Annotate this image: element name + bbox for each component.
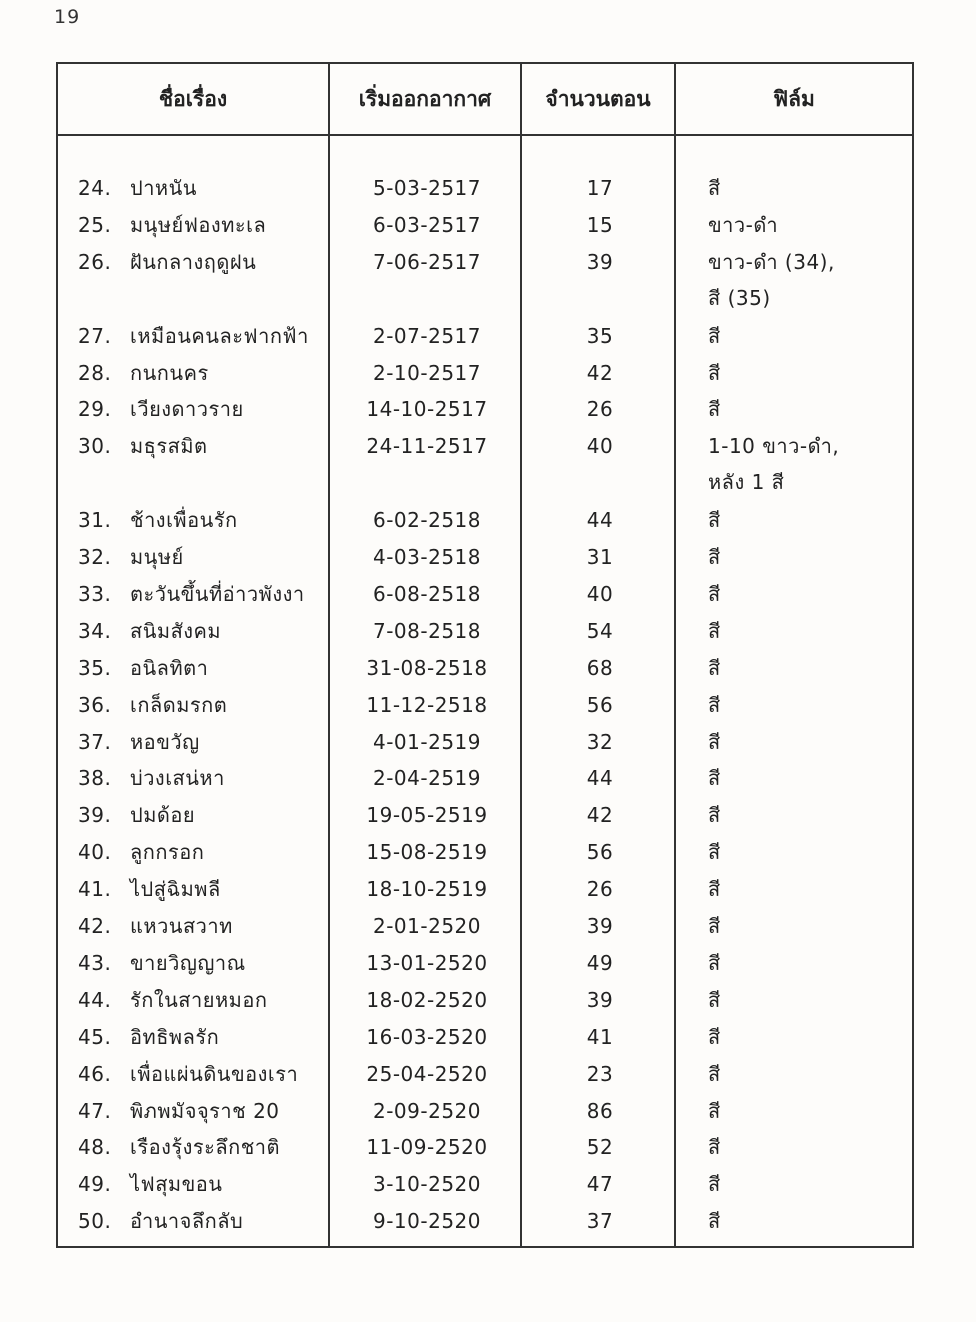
row-number: 48. [78, 1135, 112, 1160]
row-film-line: ขาว-ดำ (34), [708, 249, 835, 274]
row-episodes: 52 [586, 1135, 614, 1160]
row-episodes: 56 [586, 840, 614, 865]
row-title: อนิลทิตา [130, 655, 209, 680]
row-title-cell [78, 391, 328, 427]
row-film-line: สี [708, 987, 721, 1012]
row-title: เกล็ดมรกต [130, 692, 228, 717]
row-film [708, 502, 908, 538]
table-row [58, 1056, 912, 1092]
row-film [708, 908, 908, 944]
row-film [708, 982, 908, 1018]
row-film-line: สี [708, 840, 721, 865]
row-film-line: สี [708, 655, 721, 680]
row-episodes: 39 [586, 249, 614, 274]
row-title: อิทธิพลรัก [130, 1024, 220, 1049]
row-film [708, 945, 908, 981]
row-title: ไปสู่ฉิมพลี [130, 877, 221, 902]
table-row [58, 391, 912, 427]
row-start-date: 6-08-2518 [372, 581, 481, 606]
row-number: 32. [78, 545, 112, 569]
row-title-cell [78, 687, 328, 723]
table-row [58, 687, 912, 723]
broadcast-table [56, 62, 914, 1248]
row-number: 29. [78, 397, 112, 422]
row-episodes: 26 [586, 877, 614, 902]
row-film-line: สี [708, 803, 721, 828]
row-number: 39. [78, 803, 112, 828]
row-film-line: สี [708, 1098, 721, 1123]
row-number: 25. [78, 212, 112, 237]
row-title-cell [78, 1166, 328, 1202]
row-title-cell [78, 170, 328, 206]
table-row [58, 428, 912, 495]
row-start-date: 4-01-2519 [372, 729, 481, 754]
row-start-date: 24-11-2517 [366, 434, 488, 459]
row-title-cell [78, 318, 328, 354]
row-start-date: 2-07-2517 [372, 323, 481, 348]
row-film [708, 244, 908, 316]
row-film-line: สี [708, 1135, 721, 1160]
row-title: บ่วงเสน่หา [130, 766, 225, 791]
row-title: กนกนคร [130, 360, 209, 385]
header-start-date: เริ่มออกอากาศ [358, 86, 492, 111]
row-title: มนุษย์ [130, 545, 184, 569]
row-film [708, 318, 908, 354]
row-title: ปาหนัน [130, 176, 197, 200]
row-title: เรืองรุ้งระลึกชาติ [130, 1135, 281, 1160]
row-start-date: 2-10-2517 [372, 360, 481, 385]
row-episodes: 35 [586, 323, 614, 348]
table-row [58, 1093, 912, 1129]
row-film [708, 797, 908, 833]
row-film [708, 834, 908, 870]
row-episodes: 56 [586, 692, 614, 717]
table-row [58, 871, 912, 907]
row-start-date: 2-09-2520 [372, 1098, 481, 1123]
row-title-cell [78, 945, 328, 981]
row-start-date: 18-10-2519 [366, 877, 488, 902]
row-title-cell [78, 539, 328, 575]
row-title: ปมด้อย [130, 803, 196, 828]
row-title: เหมือนคนละฟากฟ้า [130, 323, 309, 348]
row-film [708, 1129, 908, 1165]
row-start-date: 2-04-2519 [372, 766, 481, 791]
row-episodes: 37 [586, 1209, 614, 1234]
row-number: 41. [78, 877, 112, 902]
row-title-cell [78, 908, 328, 944]
row-start-date: 16-03-2520 [366, 1024, 488, 1049]
row-title: เพื่อแผ่นดินของเรา [130, 1061, 299, 1086]
row-start-date: 31-08-2518 [366, 655, 488, 680]
row-title-cell [78, 760, 328, 796]
row-episodes: 26 [586, 397, 614, 422]
row-number: 44. [78, 987, 112, 1012]
row-start-date: 3-10-2520 [372, 1172, 481, 1197]
row-episodes: 15 [586, 212, 614, 237]
row-film [708, 1203, 908, 1239]
row-number: 47. [78, 1098, 112, 1123]
row-title: ไฟสุมขอน [130, 1172, 223, 1197]
row-episodes: 40 [586, 581, 614, 606]
row-title: แหวนสวาท [130, 914, 233, 938]
table-row [58, 724, 912, 760]
row-start-date: 5-03-2517 [372, 176, 481, 200]
row-start-date: 13-01-2520 [366, 950, 488, 975]
row-title-cell [78, 724, 328, 760]
row-number: 26. [78, 249, 112, 274]
table-row [58, 1019, 912, 1055]
row-film-line: สี [708, 581, 721, 606]
row-number: 31. [78, 508, 112, 533]
row-film [708, 539, 908, 575]
row-title: เวียงดาวราย [130, 397, 244, 422]
row-film [708, 613, 908, 649]
row-film [708, 724, 908, 760]
row-episodes: 23 [586, 1061, 614, 1086]
row-film [708, 1056, 908, 1092]
row-title-cell [78, 207, 328, 243]
row-title: สนิมสังคม [130, 618, 222, 643]
table-row [58, 318, 912, 354]
row-title-cell [78, 576, 328, 612]
page-number: 19 [54, 6, 81, 28]
row-film [708, 355, 908, 391]
row-start-date: 6-03-2517 [372, 212, 481, 237]
row-title: มนุษย์ฟองทะเล [130, 212, 267, 237]
row-episodes: 68 [586, 655, 614, 680]
row-number: 42. [78, 914, 112, 938]
table-row [58, 502, 912, 538]
row-title-cell [78, 502, 328, 538]
table-row [58, 244, 912, 310]
row-start-date: 2-01-2520 [372, 914, 481, 938]
row-number: 33. [78, 581, 112, 606]
row-film-line: สี [708, 766, 721, 791]
table-row [58, 1166, 912, 1202]
row-film-line: สี [708, 545, 721, 569]
row-number: 40. [78, 840, 112, 865]
row-film [708, 428, 908, 500]
row-number: 38. [78, 766, 112, 791]
row-film-line: สี [708, 1061, 721, 1086]
row-film [708, 871, 908, 907]
row-title: ช้างเพื่อนรัก [130, 508, 238, 533]
row-title-cell [78, 871, 328, 907]
row-title: พิภพมัจจุราช 20 [130, 1098, 280, 1123]
row-start-date: 11-12-2518 [366, 692, 488, 717]
row-film-line: สี [708, 397, 721, 422]
row-title: ลูกกรอก [130, 840, 205, 865]
row-title: หอขวัญ [130, 729, 200, 754]
row-number: 45. [78, 1024, 112, 1049]
table-row [58, 207, 912, 243]
row-title: มธุรสมิต [130, 434, 208, 459]
row-number: 35. [78, 655, 112, 680]
row-film [708, 576, 908, 612]
table-row [58, 650, 912, 686]
row-number: 36. [78, 692, 112, 717]
row-number: 46. [78, 1061, 112, 1086]
row-film-line: 1-10 ขาว-ดำ, [708, 434, 840, 459]
row-film-line: ขาว-ดำ [708, 212, 779, 237]
row-film-line: สี [708, 914, 721, 938]
row-title-cell [78, 1093, 328, 1129]
row-film [708, 391, 908, 427]
header-film: ฟิล์ม [773, 86, 815, 111]
table-row [58, 613, 912, 649]
row-title-cell [78, 1129, 328, 1165]
header-episodes: จำนวนตอน [545, 86, 651, 111]
row-title: รักในสายหมอก [130, 987, 268, 1012]
table-row [58, 539, 912, 575]
row-start-date: 7-06-2517 [372, 249, 481, 274]
row-start-date: 7-08-2518 [372, 618, 481, 643]
row-title-cell [78, 428, 328, 464]
row-number: 30. [78, 434, 112, 459]
row-episodes: 54 [586, 618, 614, 643]
row-episodes: 42 [586, 360, 614, 385]
row-title-cell [78, 355, 328, 391]
row-title-cell [78, 613, 328, 649]
row-film [708, 760, 908, 796]
row-start-date: 18-02-2520 [366, 987, 488, 1012]
row-episodes: 39 [586, 914, 614, 938]
row-film-line: สี [708, 360, 721, 385]
row-film-line: สี [708, 877, 721, 902]
row-title-cell [78, 982, 328, 1018]
row-film [708, 1019, 908, 1055]
row-film-line: สี (35) [708, 285, 771, 310]
table-row [58, 355, 912, 391]
row-start-date: 14-10-2517 [366, 397, 488, 422]
row-start-date: 11-09-2520 [366, 1135, 488, 1160]
row-title: ฝันกลางฤดูฝน [130, 249, 257, 274]
row-episodes: 49 [586, 950, 614, 975]
row-film-line: สี [708, 729, 721, 754]
row-film [708, 207, 908, 243]
row-film [708, 170, 908, 206]
row-episodes: 41 [586, 1024, 614, 1049]
row-episodes: 42 [586, 803, 614, 828]
row-film [708, 687, 908, 723]
row-episodes: 39 [586, 987, 614, 1012]
row-number: 27. [78, 323, 112, 348]
row-film [708, 650, 908, 686]
row-film [708, 1166, 908, 1202]
table-row [58, 945, 912, 981]
row-episodes: 47 [586, 1172, 614, 1197]
row-episodes: 32 [586, 729, 614, 754]
row-film-line: สี [708, 1024, 721, 1049]
row-title-cell [78, 1203, 328, 1239]
row-number: 34. [78, 618, 112, 643]
row-film-line: หลัง 1 สี [708, 470, 785, 495]
table-row [58, 576, 912, 612]
row-number: 49. [78, 1172, 112, 1197]
row-episodes: 40 [586, 434, 614, 459]
row-film-line: สี [708, 1172, 721, 1197]
row-film-line: สี [708, 176, 721, 200]
table-row [58, 908, 912, 944]
row-title-cell [78, 834, 328, 870]
row-number: 28. [78, 360, 112, 385]
row-title: ตะวันขึ้นที่อ่าวพังงา [130, 581, 305, 606]
row-start-date: 25-04-2520 [366, 1061, 488, 1086]
row-episodes: 44 [586, 766, 614, 791]
row-episodes: 31 [586, 545, 614, 569]
row-start-date: 6-02-2518 [372, 508, 481, 533]
row-title: ขายวิญญาณ [130, 950, 246, 975]
row-title-cell [78, 1019, 328, 1055]
table-row [58, 760, 912, 796]
table-row [58, 1129, 912, 1165]
row-film-line: สี [708, 692, 721, 717]
table-row [58, 834, 912, 870]
row-start-date: 15-08-2519 [366, 840, 488, 865]
row-start-date: 4-03-2518 [372, 545, 481, 569]
table-header [58, 64, 912, 136]
row-film [708, 1093, 908, 1129]
row-film-line: สี [708, 508, 721, 533]
table-row [58, 982, 912, 1018]
header-title: ชื่อเรื่อง [158, 86, 228, 111]
table-row [58, 170, 912, 206]
row-title-cell [78, 1056, 328, 1092]
row-start-date: 19-05-2519 [366, 803, 488, 828]
row-film-line: สี [708, 950, 721, 975]
row-number: 43. [78, 950, 112, 975]
row-start-date: 9-10-2520 [372, 1209, 481, 1234]
row-film-line: สี [708, 1209, 721, 1234]
row-film-line: สี [708, 618, 721, 643]
row-number: 24. [78, 176, 112, 200]
row-episodes: 44 [586, 508, 614, 533]
row-title-cell [78, 650, 328, 686]
row-title-cell [78, 797, 328, 833]
row-film-line: สี [708, 323, 721, 348]
row-title: อำนาจลึกลับ [130, 1209, 244, 1234]
row-episodes: 86 [586, 1098, 614, 1123]
row-title-cell [78, 244, 328, 280]
row-number: 37. [78, 729, 112, 754]
table-row [58, 1203, 912, 1239]
row-episodes: 17 [586, 176, 614, 200]
table-row [58, 797, 912, 833]
row-number: 50. [78, 1209, 112, 1234]
